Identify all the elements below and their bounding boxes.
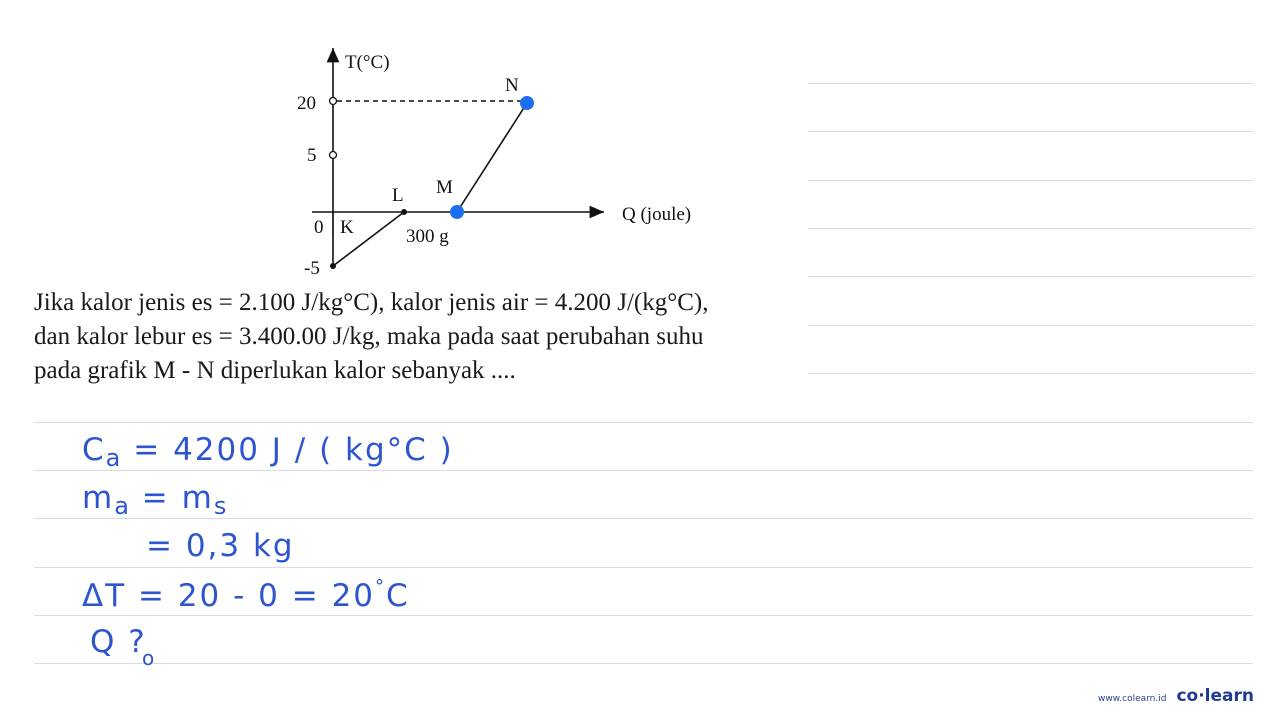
work-line-mass-value: = 0,3 kg [146,528,295,564]
tick-label-0: 0 [314,217,324,238]
point-label-m: M [436,177,453,198]
brand-url: www.colearn.id [1098,694,1167,704]
work-line-q-unknown: Q ? o [90,624,157,670]
ruled-line [808,180,1253,181]
ruled-line [808,131,1253,132]
tick-circle-5 [330,152,337,159]
work-line-mass: $m_a = m_s$ [82,480,228,520]
point-label-l: L [392,185,404,206]
ruled-line [34,663,1253,664]
tick-circle-20 [330,98,337,105]
work-line-specific-heat: $C_a = 4200$ J / ( kg°C ) [82,432,454,472]
point-k [330,263,336,269]
point-label-n: N [505,75,519,96]
segment-m-n [457,103,527,212]
ruled-line [34,567,1253,568]
question-line-3: pada grafik M - N diperlukan kalor sebanyak .... [34,357,516,384]
point-n [520,96,534,110]
y-axis-label: T(°C) [345,52,390,73]
mass-label: 300 g [406,226,449,247]
work-line-delta-t: ΔT = 20 - 0 = 20°C [82,576,410,614]
question-text [34,286,814,388]
question-line-1: Jika kalor jenis es = 2.100 J/kg°C), kalor jenis air = 4.200 J/(kg°C), [34,289,709,316]
brand-logo: co·learn [1176,686,1254,706]
point-label-k: K [340,217,354,238]
point-m [450,205,464,219]
temperature-heat-graph [0,0,800,290]
tick-label-20: 20 [297,93,316,114]
ruled-line [808,228,1253,229]
point-l [401,209,407,215]
ruled-line [808,276,1253,277]
tick-label-5: 5 [307,145,317,166]
tick-label-minus-5: -5 [304,258,320,279]
x-axis-label: Q (joule) [622,204,692,225]
ruled-line [34,615,1253,616]
ruled-line [808,373,1253,374]
ruled-line [808,83,1253,84]
ruled-line [808,325,1253,326]
brand-footer [1098,686,1254,706]
ruled-line [34,422,1253,423]
question-line-2: dan kalor lebur es = 3.400.00 J/kg, maka pada saat perubahan suhu [34,323,704,350]
